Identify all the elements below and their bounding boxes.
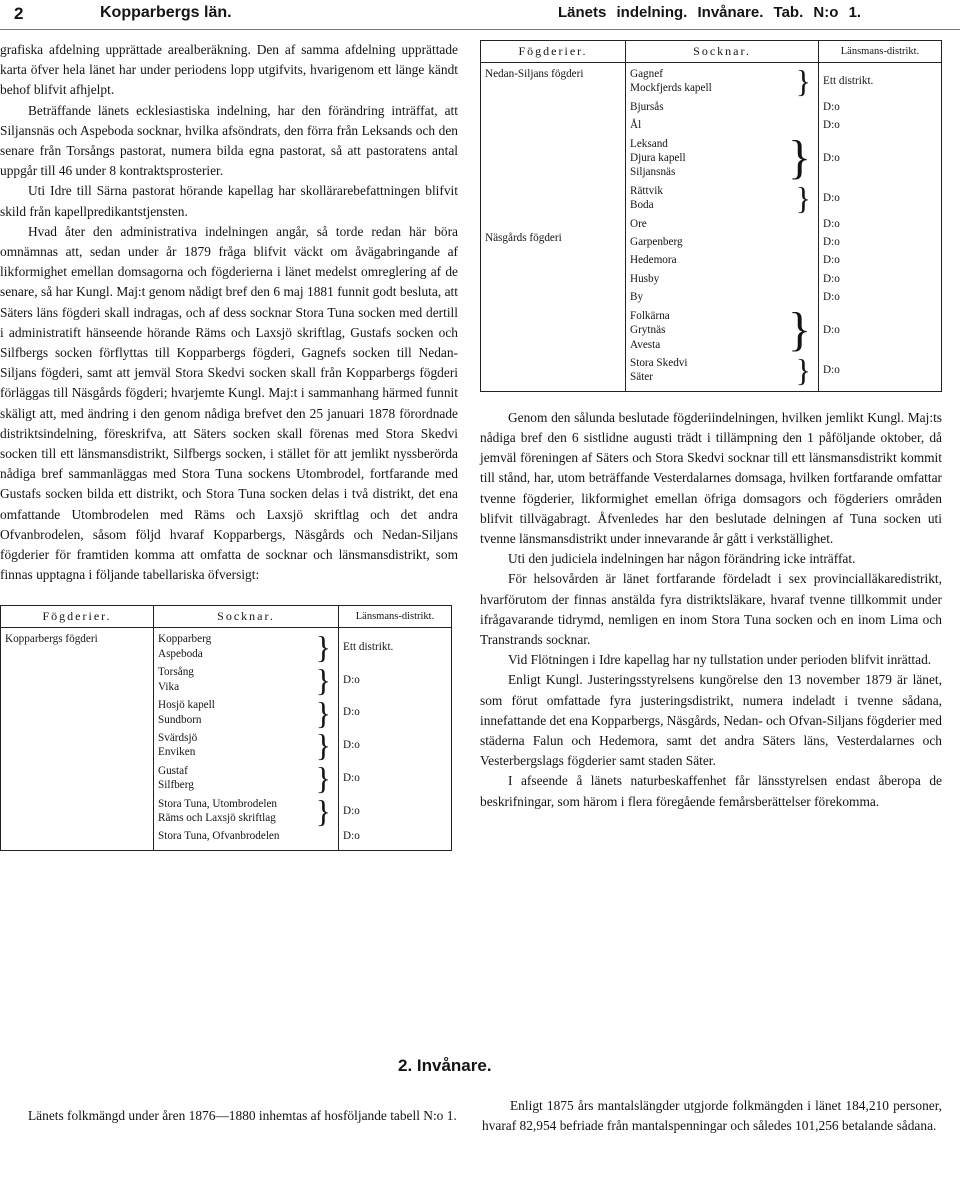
district-value: D:o bbox=[823, 217, 840, 230]
parish-name: Djura kapell bbox=[630, 152, 686, 165]
brace-icon: } bbox=[795, 180, 811, 217]
header-socknar: Socknar. bbox=[626, 41, 819, 63]
district-value: D:o bbox=[823, 100, 840, 113]
parish-cell bbox=[154, 760, 339, 797]
table-row bbox=[1, 694, 452, 727]
fogderi-cell bbox=[481, 286, 626, 304]
parish-name: Silfberg bbox=[158, 779, 194, 792]
table-row bbox=[1, 760, 452, 793]
brace-icon: } bbox=[795, 63, 811, 100]
fogderi-cell bbox=[481, 268, 626, 286]
paragraph: Genom den sålunda beslutade fögderiindelningen, hvilken jemlikt Kungl. Maj:ts nådiga bref den 6 sistlidne augusti trädt i tillämpning den 1 påföljande oktober, då jemväl föreningen af Säters och Stora Skedvi socknar till ett länsmansdistrikt kommit till stånd, har, utom beträffande Vesterdalarnes domsaga, hvilken fortfarande omfattar tvenne fögderier, likformighet emellan öfriga domsagors och fögderiers områden blifvit tillvägabragt. Åfvenledes har den beslutade delningen af Tuna socken uti tvenne länsmansdistrikt under innevarande år gått i verkställighet. bbox=[480, 409, 942, 546]
table-row bbox=[1, 661, 452, 694]
paragraph: Vid Flötningen i Idre kapellag har ny tullstation under perioden blifvit inrättad. bbox=[508, 652, 932, 668]
fogderi-cell bbox=[481, 96, 626, 114]
parish-name: Sundborn bbox=[158, 713, 202, 726]
district-value: D:o bbox=[343, 673, 360, 686]
parish-name: Aspeboda bbox=[158, 647, 203, 660]
district-value: Ett distrikt. bbox=[823, 75, 874, 88]
paragraph: Uti den judiciela indelningen har någon förändring icke inträffat. bbox=[508, 551, 856, 567]
district-value: D:o bbox=[823, 324, 840, 337]
district-cell bbox=[339, 661, 452, 694]
table-row bbox=[481, 268, 942, 286]
district-cell bbox=[339, 727, 452, 760]
fogderi-cell bbox=[1, 628, 154, 661]
district-cell bbox=[339, 793, 452, 826]
fogderi-name: Nedan-Siljans fögderi bbox=[485, 68, 584, 80]
parish-name: Rättvik bbox=[630, 184, 663, 197]
district-cell bbox=[339, 825, 452, 850]
table-row bbox=[481, 114, 942, 132]
parish-cell bbox=[154, 661, 339, 698]
parish-name: Stora Skedvi bbox=[630, 356, 688, 369]
district-value: D:o bbox=[823, 119, 840, 132]
parish-name: Vika bbox=[158, 680, 180, 693]
district-value: D:o bbox=[343, 706, 360, 719]
header-socknar: Socknar. bbox=[154, 606, 339, 628]
brace-icon: } bbox=[787, 131, 811, 185]
parish-name: Boda bbox=[630, 199, 654, 212]
parish-cell bbox=[626, 114, 819, 132]
paragraph: Enligt Kungl. Justeringsstyrelsens kungörelse den 13 november 1879 är länet, som förut omfattade fyra justeringsdistrikt, numera indeladt i tvenne sådana, innefattande det ena Kopparbergs, Näsgårds, Nedan- och Ofvan-Siljans fögderier med städerna Falun och Hedemora, samt det andra Säters läns, Vesterdalarnes och Vesterbergslags fögderier samt staden Säter. bbox=[480, 672, 942, 769]
parish-name: Folkärna bbox=[630, 309, 670, 322]
fogderi-cell bbox=[481, 305, 626, 352]
parish-name: Garpenberg bbox=[630, 236, 683, 249]
parish-cell bbox=[626, 268, 819, 286]
paragraph: Hvad åter den administrativa indelningen angår, så torde redan här böra omnämnas att, sedan under år 1879 fråga blifvit väckt om åvägabringande af likformighet emellan domsagorna och fögderierna i länet medelst omreglering af de senare, så har Kungl. Maj:t genom nådigt bref den 6 maj 1881 funnit godt besluta, att Säters läns fögderi skall indragas, och af dess socknar Stora Tuna socken med dertill i administratift hänseende hörande Räms och Laxsjö skriftlag, Gustafs socken och Silfbergs socken förflyttas till Kopparbergs fögderi, Gagnefs socken till Nedan-Siljans fögderi, samt att jemväl Stora Skedvi socken skall från Kopparbergs fögderi förläggas till Näsgårds fögderi; hvarjemte Kungl. Maj:t i sammanhang härmed funnit skäligt att, med ändring i den genom nådiga brefvet den 25 januari 1878 förordnade distriktsindelning, föreskrifva, att Säters socken skall förenas med Stora Skedvi socken till ett länsmansdistrikt, Silfbergs socken, i stället för att jemlikt nyssberörda nådiga bref sammanläggas med Stora Tuna sockens Utombrodel, fortfarande med Gustafs socken bilda ett distrikt, och Stora Tuna socken delas i två distrikt, det ena omfattande Utombrodelen med Räms och Laxsjö skriftlag och det andra Ofvanbrodelen, såsom följd hvaraf Kopparbergs, Näsgårds och Nedan-Siljans fögderier för framtiden komma att omfatta de socknar och länsmansdistrikt, som finnas upptagna i följande tabellariska öfversigt: bbox=[0, 223, 458, 583]
parish-cell bbox=[626, 96, 819, 114]
table-row bbox=[481, 133, 942, 180]
district-cell bbox=[819, 180, 942, 213]
parish-name: Hedemora bbox=[630, 254, 677, 267]
district-value: D:o bbox=[823, 272, 840, 285]
paragraph: grafiska afdelning upprättade arealberäkning. Den af samma afdelning upprättade karta öfver hela länet har under periodens lopp utgifvits, hvarigenom ett länge kändt behof blifvit afhjelpt. bbox=[0, 42, 458, 98]
brace-icon: } bbox=[787, 303, 811, 357]
fogderi-cell bbox=[1, 793, 154, 826]
brace-icon: } bbox=[315, 628, 331, 665]
table-row bbox=[1, 825, 452, 850]
parish-name: Torsång bbox=[158, 666, 194, 679]
fogderi-cell bbox=[1, 661, 154, 694]
district-cell bbox=[819, 305, 942, 352]
district-cell bbox=[339, 760, 452, 793]
fogderi-cell bbox=[481, 180, 626, 213]
brace-icon: } bbox=[315, 661, 331, 698]
parish-cell bbox=[626, 303, 819, 357]
running-title-left: Kopparbergs län. bbox=[100, 4, 232, 21]
section-text-right: Enligt 1875 års mantalslängder utgjorde folkmängden i länet 184,210 personer, hvaraf 82,954 befriade från mantalspenningar och således 101,256 betalande sådana. bbox=[482, 1098, 942, 1133]
parish-name: Enviken bbox=[158, 746, 196, 759]
parish-name: By bbox=[630, 291, 644, 304]
header-fogderier: Fögderier. bbox=[481, 41, 626, 63]
paragraph: Uti Idre till Särna pastorat hörande kapellag har skollärarebefattningen blifvit skild från kapellpredikantstjensten. bbox=[0, 183, 458, 219]
table-row bbox=[481, 305, 942, 352]
parish-cell bbox=[626, 286, 819, 304]
fogderi-cell bbox=[481, 231, 626, 249]
district-value: D:o bbox=[343, 771, 360, 784]
parish-cell bbox=[154, 825, 339, 850]
table-row bbox=[481, 96, 942, 114]
fogderi-name: Kopparbergs fögderi bbox=[5, 633, 98, 646]
page-number: 2 bbox=[14, 4, 24, 23]
fogderi-cell bbox=[1, 825, 154, 850]
district-table-nedan-siljan-nasgard bbox=[480, 40, 942, 392]
parish-cell bbox=[154, 727, 339, 764]
parish-cell bbox=[626, 180, 819, 217]
paragraph: I afseende å länets naturbeskaffenhet får länsstyrelsen endast åberopa de beskrifningar, som härom i flera föregående femårsberättelser förekomma. bbox=[480, 773, 942, 809]
fogderi-cell bbox=[481, 114, 626, 132]
table-row bbox=[481, 180, 942, 213]
fogderi-cell bbox=[481, 133, 626, 180]
parish-name: Svärdsjö bbox=[158, 731, 198, 744]
parish-name: Leksand bbox=[630, 137, 668, 150]
district-cell bbox=[339, 628, 452, 661]
district-cell bbox=[819, 268, 942, 286]
parish-name: Mockfjerds kapell bbox=[630, 82, 712, 95]
table-row bbox=[1, 727, 452, 760]
header-distrikt: Länsmans-distrikt. bbox=[339, 606, 452, 628]
district-cell bbox=[819, 249, 942, 267]
fogderi-cell bbox=[1, 694, 154, 727]
parish-name: Gagnef bbox=[630, 68, 663, 80]
parish-name: Husby bbox=[630, 272, 660, 285]
fogderi-cell bbox=[481, 63, 626, 96]
fogderi-cell bbox=[481, 249, 626, 267]
district-value: D:o bbox=[823, 254, 840, 267]
parish-name: Hosjö kapell bbox=[158, 699, 215, 712]
district-value: D:o bbox=[343, 804, 360, 817]
brace-icon: } bbox=[795, 352, 811, 389]
parish-name: Stora Tuna, Utombrodelen bbox=[158, 797, 278, 810]
parish-name: Räms och Laxsjö skriftlag bbox=[158, 811, 276, 824]
district-value: D:o bbox=[343, 739, 360, 752]
section-title: 2. Invånare. bbox=[398, 1056, 492, 1075]
parish-cell bbox=[626, 352, 819, 391]
left-column bbox=[0, 40, 458, 851]
right-column bbox=[480, 40, 942, 812]
district-table-kopparberg bbox=[0, 605, 452, 850]
parish-cell bbox=[154, 792, 339, 829]
district-cell bbox=[819, 133, 942, 180]
district-cell bbox=[819, 352, 942, 391]
table-row bbox=[481, 249, 942, 267]
district-value: D:o bbox=[823, 364, 840, 377]
parish-cell bbox=[154, 694, 339, 731]
district-value: D:o bbox=[343, 830, 360, 843]
parish-name: Gustaf bbox=[158, 764, 188, 777]
parish-name: Ore bbox=[630, 217, 647, 230]
fogderi-cell bbox=[481, 213, 626, 231]
header-rule bbox=[0, 29, 960, 30]
brace-icon: } bbox=[315, 760, 331, 797]
table-row bbox=[481, 63, 942, 96]
parish-cell bbox=[626, 231, 819, 249]
district-value: Ett distrikt. bbox=[343, 640, 394, 653]
district-value: D:o bbox=[823, 192, 840, 205]
paragraph: Beträffande länets ecklesiastiska indelning, har den förändring inträffat, att Siljansnäs och Aspeboda socknar, hvilka afsöndrats, den förra från Leksands och den senare från Torsångs pastorat, numera bilda egna pastorat, så att pastoratens antal uppgår till 46 under 8 kontraktsprosterier. bbox=[0, 102, 458, 179]
parish-cell bbox=[626, 213, 819, 231]
parish-cell bbox=[154, 628, 339, 665]
district-cell bbox=[819, 213, 942, 231]
header-distrikt: Länsmans-distrikt. bbox=[819, 41, 942, 63]
fogderi-cell bbox=[481, 352, 626, 391]
table-row bbox=[481, 352, 942, 391]
parish-name: Grytnäs bbox=[630, 324, 666, 337]
table-row bbox=[1, 793, 452, 826]
brace-icon: } bbox=[315, 727, 331, 764]
section-text-left: Länets folkmängd under åren 1876—1880 inhemtas af hosföljande tabell N:o 1. bbox=[28, 1108, 457, 1123]
table-row bbox=[1, 628, 452, 661]
district-value: D:o bbox=[823, 236, 840, 249]
district-cell bbox=[819, 286, 942, 304]
district-cell bbox=[819, 63, 942, 96]
parish-name: Avesta bbox=[630, 338, 661, 351]
parish-name: Stora Tuna, Ofvanbrodelen bbox=[158, 830, 280, 843]
table-row bbox=[481, 231, 942, 249]
running-title-right: Länets indelning. Invånare. Tab. N:o 1. bbox=[558, 4, 862, 21]
parish-name: Bjursås bbox=[630, 100, 664, 113]
fogderi-cell bbox=[1, 760, 154, 793]
parish-name: Ål bbox=[630, 119, 642, 132]
fogderi-cell bbox=[1, 727, 154, 760]
fogderi-name: Näsgårds fögderi bbox=[485, 232, 562, 245]
parish-name: Säter bbox=[630, 371, 653, 384]
parish-cell bbox=[626, 249, 819, 267]
brace-icon: } bbox=[315, 792, 331, 829]
district-cell bbox=[819, 96, 942, 114]
district-cell bbox=[819, 231, 942, 249]
district-cell bbox=[819, 114, 942, 132]
district-cell bbox=[339, 694, 452, 727]
table-row bbox=[481, 213, 942, 231]
parish-cell bbox=[626, 63, 819, 100]
paragraph: För helsovården är länet fortfarande fördeladt i sex provincialläkaredistrikt, hvarförutom der finnas anstälda fyra distriktsläkare, hvaraf tvenne tillkommit under ifrågavarande tidrymd, nemligen en inom Stora Tuna socken och en inom Lima och Transtrands socknar. bbox=[480, 571, 942, 647]
district-value: D:o bbox=[823, 152, 840, 165]
parish-cell bbox=[626, 131, 819, 185]
brace-icon: } bbox=[315, 694, 331, 731]
parish-name: Siljansnäs bbox=[630, 166, 676, 179]
header-fogderier: Fögderier. bbox=[1, 606, 154, 628]
district-value: D:o bbox=[823, 291, 840, 304]
table-row bbox=[481, 286, 942, 304]
parish-name: Kopparberg bbox=[158, 633, 212, 646]
